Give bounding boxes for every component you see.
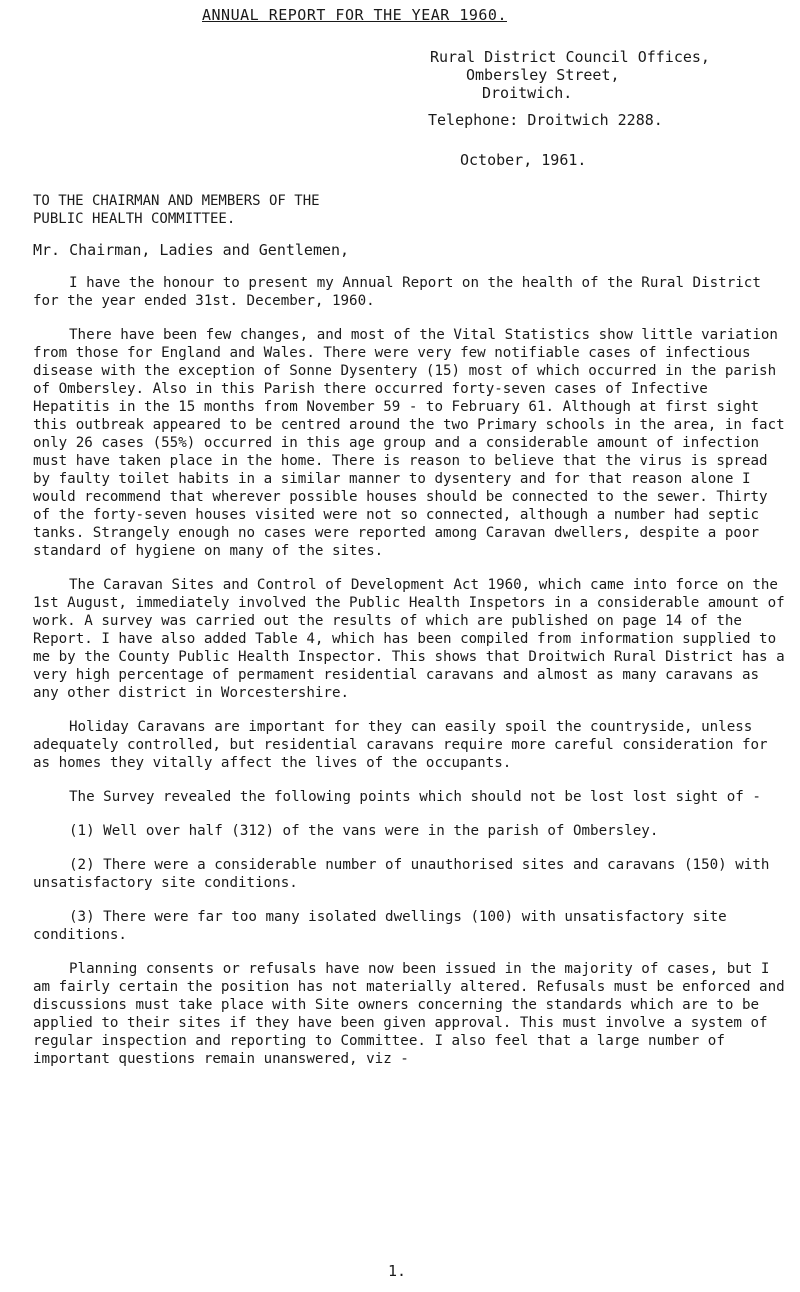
report-body — [33, 274, 785, 1084]
addressee-line-2: PUBLIC HEALTH COMMITTEE. — [33, 211, 236, 227]
paragraph-holiday-caravans: Holiday Caravans are important for they can easily spoil the countryside, unless adequately controlled, but residential caravans require more careful consideration for as homes they vitally affect the lives of the occupants. — [33, 719, 768, 771]
page-number: 1. — [388, 1262, 407, 1280]
paragraph-survey-points: The Survey revealed the following points which should not be lost lost sight of - — [69, 789, 761, 805]
sender-address — [430, 48, 790, 102]
salutation: Mr. Chairman, Ladies and Gentlemen, — [33, 241, 350, 259]
paragraph-caravan-act: The Caravan Sites and Control of Development Act 1960, which came into force on the 1st August, immediately involved the Public Health Inspetors in a considerable amount of work. A survey was carried out the results of which are published on page 14 of the Report. I have also added Table 4, which has been compiled from information supplied to me by the County Public Health Inspector. This shows that Droitwich Rural District has a very high percentage of permament residential caravans and almost as many caravans as any other district in Worcestershire. — [33, 577, 785, 701]
addressee-block — [33, 192, 493, 228]
survey-point-2: (2) There were a considerable number of unauthorised sites and caravans (150) with unsatisfactory site conditions. — [33, 857, 770, 891]
paragraph-planning-consents: Planning consents or refusals have now been issued in the majority of cases, but I am fairly certain the position has not materially altered. Refusals must be enforced and discussions must take place with Site owners concerning the standards which are to be applied to their sites if they have been given approval. This must involve a system of regular inspection and reporting to Committee. I also feel that a large number of important questions remain unanswered, viz - — [33, 961, 785, 1067]
survey-point-1: (1) Well over half (312) of the vans were in the parish of Ombersley. — [69, 823, 659, 839]
address-line-1: Rural District Council Offices, — [430, 48, 710, 66]
address-line-3: Droitwich. — [482, 84, 573, 102]
survey-point-3: (3) There were far too many isolated dwellings (100) with unsatisfactory site conditions. — [33, 909, 727, 943]
paragraph-intro: I have the honour to present my Annual Report on the health of the Rural District for the year ended 31st. December, 1960. — [33, 275, 761, 309]
letter-date: October, 1961. — [460, 151, 587, 169]
page-heading: ANNUAL REPORT FOR THE YEAR 1960. — [202, 6, 507, 24]
paragraph-vital-statistics: There have been few changes, and most of the Vital Statistics show little variation from those for England and Wales. There were very few notifiable cases of infectious disease with the exception of Sonne Dysentery (15) most of which occurred in the parish of Ombersley. Also in this Parish there occurred forty-seven cases of Infective Hepatitis in the 15 months from November 59 - to February 61. Although at first sight this outbreak appeared to be centred around the two Primary schools in the area, in fact only 26 cases (55%) occurred in this age group and a considerable amount of infection must have taken place in the home. There is reason to believe that the virus is spread by faulty toilet habits in a similar manner to dysentery and for that reason alone I would recommend that wherever possible houses should be connected to the sewer. Thirty of the forty-seven houses visited were not so connected, although a number had septic tanks. Strangely enough no cases were reported among Caravan dwellers, despite a poor standard of hygiene on many of the sites. — [33, 327, 785, 559]
telephone-line: Telephone: Droitwich 2288. — [428, 111, 663, 129]
addressee-line-1: TO THE CHAIRMAN AND MEMBERS OF THE — [33, 193, 320, 209]
address-line-2: Ombersley Street, — [466, 66, 620, 84]
